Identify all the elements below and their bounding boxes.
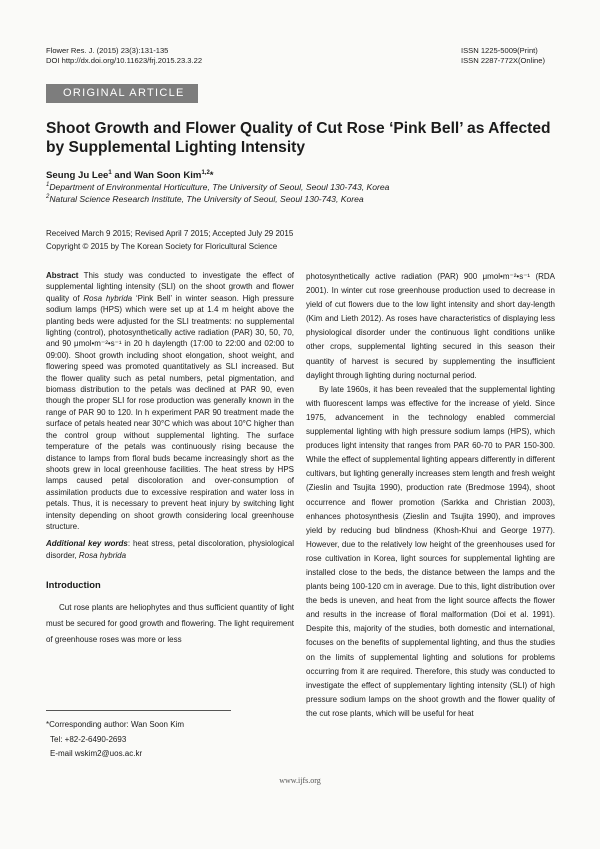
- keywords-text: : heat stress, petal discoloration, physiological disorder,: [46, 539, 294, 560]
- abstract: [46, 270, 294, 532]
- right-para-1: photosynthetically active radiation (PAR) 900 μmol•m⁻²•s⁻¹ (RDA 2001). In winter cut rose greenhouse production used to decrease in yield of cut flowers due to the low light intensity and short day-length (Kim and Lieth 2012). As roses have characteristics of displaying less physiological disorder under the continuous light conditions unlike other crops, supplemental lighting secured in this season their quantity of harvest is secured by supplementing the insufficient daylight through lighting during nocturnal period.: [306, 272, 555, 380]
- affiliation-2-mark: 2: [46, 194, 50, 201]
- affiliation-2: [46, 193, 389, 205]
- corresponding-author-footnote: [46, 718, 184, 762]
- keywords: [46, 538, 294, 561]
- affiliation-2-text: Natural Science Research Institute, The University of Seoul, Seoul 130-743, Korea: [49, 194, 364, 204]
- article-history: [46, 227, 293, 253]
- issn-print: ISSN 1225-5009(Print): [461, 46, 538, 55]
- journal-citation: [46, 46, 202, 66]
- corresponding-star: *: [209, 170, 214, 181]
- author-2-affil: 1,2: [201, 169, 210, 176]
- doi-line[interactable]: DOI http://dx.doi.org/10.11623/frj.2015.23.3.22: [46, 56, 203, 65]
- author-line: [46, 170, 214, 181]
- abstract-label: Abstract: [46, 271, 79, 280]
- footnote-email[interactable]: E-mail wskim2@uos.ac.kr: [50, 749, 143, 758]
- journal-website[interactable]: www.ijfs.org: [279, 776, 321, 785]
- author-2: Wan Soon Kim: [134, 170, 202, 181]
- affiliation-1-text: Department of Environmental Horticulture, The University of Seoul, Seoul 130-743, Korea: [49, 182, 390, 192]
- author-and: and: [111, 170, 135, 181]
- affiliations: [46, 181, 389, 205]
- footnote-author: *Corresponding author: Wan Soon Kim: [46, 720, 184, 729]
- affiliation-1: [46, 181, 389, 193]
- history-dates: Received March 9 2015; Revised April 7 2015; Accepted July 29 2015: [46, 229, 294, 238]
- left-column: [46, 270, 294, 648]
- affiliation-1-mark: 1: [46, 182, 50, 189]
- right-column: [306, 270, 555, 721]
- issn-block: [461, 46, 545, 66]
- author-1-affil: 1: [108, 169, 112, 176]
- issn-online: ISSN 2287-772X(Online): [461, 56, 545, 65]
- footnote-tel: Tel: +82-2-6490-2693: [50, 734, 127, 744]
- abstract-text-b: ‘Pink Bell’ in winter season. High pressure sodium lamps (HPS) which were set up at 1.4 m height above the planting beds were adjusted for the SLI treatments: no supplemental lighting (control), photosynthetically active radiation (PAR) 30, 50, 70, and 90 μmol•m⁻²•s⁻¹ in 20 h daylength (17:00 to 22:00 and 02:00 to 09:00). Shoot growth including shoot elongation, shoot weight, and flowering speed was promoted quantitatively as SLI increased. But the flower quality such as petal numbers, petal pigmentation, and biomass distribution to the petals was declined at PAR 90, even though the proper SLI for rose production was generally known in the range of PAR 90 to 120. In h experiment PAR 90 treatment made the surface of petals heated near 30°C which was about 10°C higher than the control group without supplemental lighting. The surface temperature of the petals was continuously rising because the distance to lamps from floral buds became increasingly short as the shoots grew in local greenhouse facilities. The heat stress by HPS lamps caused petal discoloration and over-consumption of assimilation products due to excessive respiration and water loss in petals. Thus, it is necessary to prevent heat injury by switching light intensity depending on shoot growth considering local greenhouse structure.: [46, 293, 294, 531]
- right-para-2: By late 1960s, it has been revealed that the supplemental lighting with fluorescent lamps was effective for the increase of yield. Since 1975, advancement in the technology enabled commercial supplemental lighting with high pressure sodium lamps (HPS), which produces light intensity that ranges from PAR 60-70 to PAR 150-300. While the effect of supplemental lighting appears differently in different cultivars, but lighting generally increases stem length and fresh weight (Zieslin and Tsujita 1990), production rate (Bredmose 1994), shoot occurrence and flower promotion (Sarkka and Christian 2003), enhances photosynthesis (Zieslin and Tsujita 1990), and improves yield by reducing bud blindness (Khosh-Khui and George 1977). However, due to the relatively low height of the greenhouses used for rose cultivation in Korea, light sources for supplemental lighting are installed close to the beds, the distance between the lamps and the plants being 100-120 cm in average. Due to this, light distribution over the beds is uneven, and heat from the light source affects the flower and results in the increase of floral malformation (Doi et al. 1991). Despite this, majority of the studies, both domestic and international, focuses on the benefits of supplemental lighting, and thus the studies on the limits of supplemental lighting and solutions for problems occurring from it are required. Therefore, this study was conducted to investigate the effect of supplementary lighting intensity (SLI) of high pressure sodium lamps on the shoot growth and the flower quality of the cut rose plants, which will be useful for heat: [306, 384, 555, 718]
- article-title: Shoot Growth and Flower Quality of Cut Rose ‘Pink Bell’ as Affected by Supplemental Lighting Intensity: [46, 120, 551, 156]
- keywords-species: Rosa hybrida: [78, 550, 127, 560]
- journal-line: Flower Res. J. (2015) 23(3):131-135: [46, 46, 169, 55]
- footnote-divider: [46, 710, 231, 711]
- introduction-heading: Introduction: [46, 579, 101, 591]
- author-1: Seung Ju Lee: [46, 170, 109, 181]
- introduction-para-1: Cut rose plants are heliophytes and thus sufficient quantity of light must be secured for good growth and flowering. The light requirement of greenhouse roses was more or less: [46, 602, 294, 644]
- article-type-banner: ORIGINAL ARTICLE: [46, 84, 198, 103]
- keywords-label: Additional key words: [46, 539, 128, 549]
- abstract-species: Rosa hybrida: [83, 293, 133, 303]
- abstract-text-a: This study was conducted to investigate the effect of supplemental lighting intensity (SLI) on the shoot growth and flower quality of: [46, 271, 294, 303]
- copyright-line: Copyright © 2015 by The Korean Society for Floricultural Science: [46, 242, 278, 251]
